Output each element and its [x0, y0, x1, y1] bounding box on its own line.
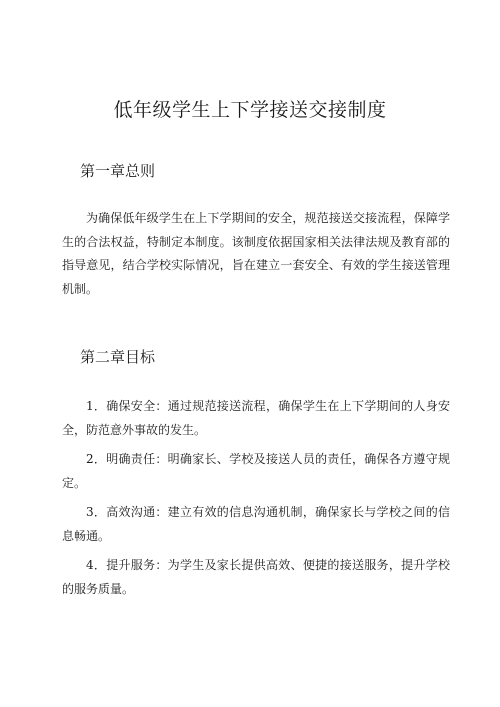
chapter-heading-general: 第一章总则: [80, 162, 156, 180]
goal-item-service: 4．提升服务：为学生及家长提供高效、便捷的接送服务，提升学校的服务质量。: [62, 558, 450, 596]
goal-item-communication: 3．高效沟通：建立有效的信息沟通机制，确保家长与学校之间的信息畅通。: [62, 505, 450, 543]
general-paragraph: 为确保低年级学生在上下学期间的安全，规范接送交接流程，保障学生的合法权益，特制定本制度。该制度依据国家相关法律法规及教育部的指导意见，结合学校实际情况，旨在建立一套安全、有效的学生接送管理机制。: [62, 211, 450, 296]
goal-item-responsibility: 2．明确责任：明确家长、学校及接送人员的责任，确保各方遵守规定。: [62, 452, 450, 490]
goals-list: [62, 395, 450, 607]
document-title: 低年级学生上下学接送交接制度: [113, 99, 387, 121]
chapter-heading-goals: 第二章目标: [80, 348, 156, 366]
goal-item-safety: 1．确保安全：通过规范接送流程，确保学生在上下学期间的人身安全，防范意外事故的发生。: [62, 399, 450, 437]
